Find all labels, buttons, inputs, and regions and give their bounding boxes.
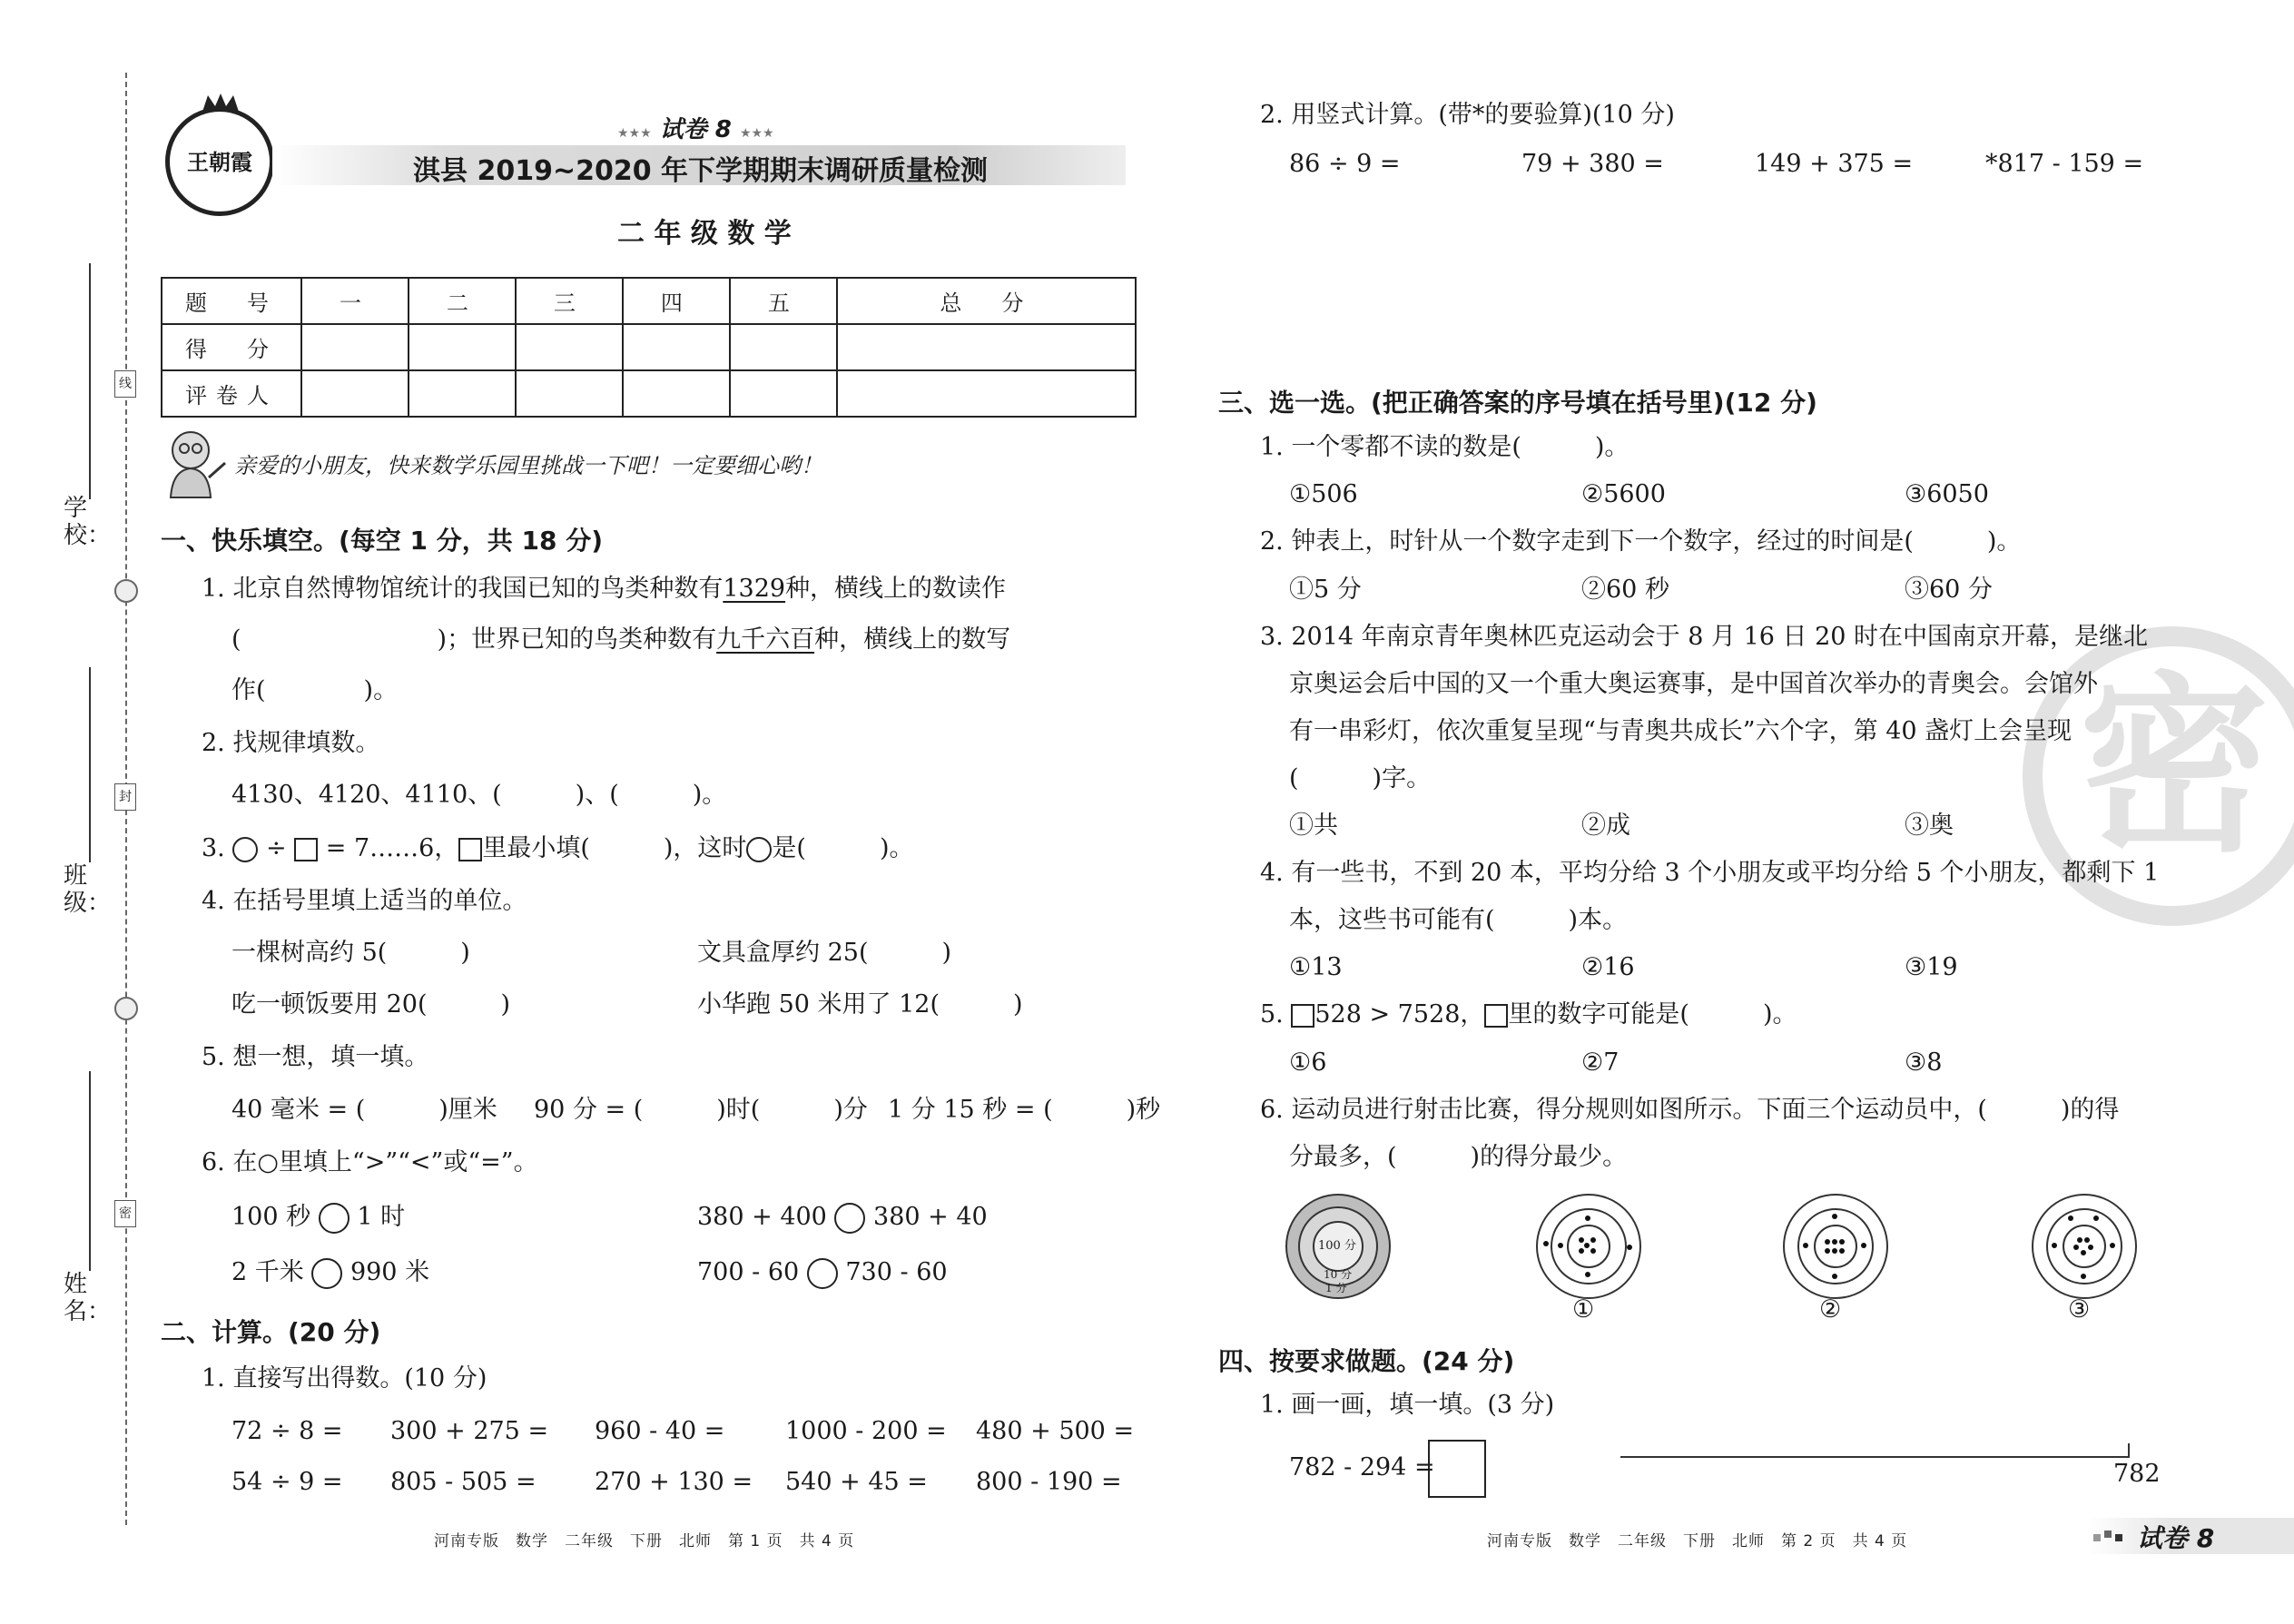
calc-item[interactable]: 960 - 40 = (595, 1417, 725, 1445)
choice-option[interactable]: ①5 分 (1289, 576, 1362, 604)
compare-left: 2 千米 (231, 1258, 304, 1286)
s3-q5[interactable] (1260, 999, 1797, 1030)
logo (165, 107, 274, 216)
calc-item[interactable]: 54 ÷ 9 = (231, 1468, 343, 1496)
footer-tag: 试卷 8 (2137, 1523, 2215, 1553)
compare-circle[interactable] (319, 1203, 350, 1234)
athlete-target-2 (1783, 1194, 1888, 1299)
choice-option[interactable]: ③60 分 (1905, 576, 1993, 604)
seal-mark-mi: 密 (114, 1200, 136, 1227)
s1-q5-item3[interactable]: 1 分 15 秒 = ( )秒 (888, 1096, 1161, 1124)
s1-q2-sequence[interactable]: 4130、4120、4110、( )、( )。 (231, 781, 727, 809)
seal-mark-xian: 线 (114, 370, 136, 398)
star-icon: ★★★ (617, 126, 652, 141)
table-header-cell: 二 (409, 278, 516, 324)
calc-item[interactable]: 540 + 45 = (785, 1468, 928, 1496)
seal-mark-feng: 封 (114, 783, 136, 811)
s1-q1-text-d: 种，横线上的数写 (814, 625, 1011, 654)
athlete-target-1 (1536, 1194, 1641, 1299)
footer-right: 河南专版 数学 二年级 下册 北师 第 2 页 共 4 页 (1487, 1532, 1908, 1550)
square-symbol-icon (1484, 1004, 1508, 1028)
athlete-label: ② (1819, 1295, 1842, 1324)
paper-tag-text: 试卷 8 (659, 116, 732, 143)
choice-option[interactable]: ①6 (1289, 1048, 1327, 1077)
compare-right: 380 + 40 (873, 1203, 988, 1231)
compare-right: 990 米 (350, 1258, 430, 1286)
section2-title: 二、计算。(20 分) (161, 1317, 381, 1347)
footer-left: 河南专版 数学 二年级 下册 北师 第 1 页 共 4 页 (434, 1532, 855, 1550)
s3-q3-line1: 3. 2014 年南京青年奥林匹克运动会于 8 月 16 日 20 时在中国南京开幕，是继北 (1260, 623, 2149, 651)
calc-item[interactable]: 270 + 130 = (595, 1468, 753, 1496)
s1-q1-line3[interactable]: 作( )。 (231, 676, 399, 704)
score-cell[interactable] (623, 324, 730, 370)
vertical-calc-item[interactable]: 149 + 375 = (1755, 150, 1914, 178)
s1-q1-words: 九千六百 (716, 625, 815, 654)
number-line (1620, 1456, 2129, 1458)
calc-item[interactable]: 805 - 505 = (390, 1468, 537, 1496)
vertical-calc-item[interactable]: 86 ÷ 9 = (1289, 150, 1401, 178)
logo-text: 王朝霞 (187, 149, 252, 175)
s1-q3-end: 是( )。 (772, 834, 914, 862)
grader-row (162, 370, 1136, 417)
score-cell[interactable] (516, 324, 623, 370)
section1-title: 一、快乐填空。(每空 1 分，共 18 分) (161, 526, 604, 556)
vertical-calc-item[interactable]: *817 - 159 = (1985, 150, 2144, 178)
table-header-cell: 四 (623, 278, 730, 324)
s3-q4-line1: 4. 有一些书，不到 20 本，平均分给 3 个小朋友或平均分给 5 个小朋友，都剩下 1 (1260, 859, 2160, 887)
grader-cell[interactable] (409, 370, 516, 417)
grader-cell[interactable] (730, 370, 837, 417)
athlete-target-3 (2032, 1194, 2137, 1299)
s1-q3-div: ÷ (265, 834, 287, 862)
footer-dots-icon (2093, 1529, 2130, 1547)
score-table (161, 277, 1137, 418)
compare-right: 1 时 (357, 1203, 406, 1231)
choice-option[interactable]: ③19 (1905, 953, 1958, 981)
grader-cell[interactable] (623, 370, 730, 417)
s1-q6-item4 (697, 1257, 948, 1289)
s1-q5-item2[interactable]: 90 分 = ( )时( )分 (534, 1096, 868, 1124)
compare-circle[interactable] (311, 1258, 342, 1289)
s1-q5: 5. 想一想，填一填。 (202, 1043, 429, 1071)
cartoon-teacher-icon (160, 427, 229, 503)
greeting-text: 亲爱的小朋友，快来数学乐园里挑战一下吧！一定要细心哟！ (234, 453, 822, 478)
binding-hole-icon (114, 997, 138, 1020)
binding-hole-icon (114, 579, 138, 603)
s3-q3-line3: 有一串彩灯，依次重复呈现“与青奥共成长”六个字，第 40 盏灯上会呈现 (1289, 717, 2072, 745)
choice-option[interactable]: ②16 (1581, 953, 1635, 981)
s2-q2: 2. 用竖式计算。(带*的要验算)(10 分) (1260, 101, 1675, 129)
s3-q3-line4[interactable]: ( )字。 (1289, 764, 1432, 792)
calc-item[interactable]: 800 - 190 = (976, 1468, 1122, 1496)
s1-q4: 4. 在括号里填上适当的单位。 (202, 887, 527, 915)
score-cell[interactable] (409, 324, 516, 370)
crown-icon (201, 92, 241, 117)
s1-q4-item2[interactable]: 文具盒厚约 25( ) (697, 939, 952, 967)
section4-title: 四、按要求做题。(24 分) (1218, 1346, 1515, 1376)
compare-left: 700 - 60 (697, 1258, 800, 1286)
s1-q1-text-b: 种，横线上的数读作 (785, 575, 1007, 603)
s3-q6-line2[interactable]: 分最多，( )的得分最少。 (1289, 1143, 1628, 1171)
s4-expression: 782 - 294 = (1289, 1453, 1435, 1481)
square-symbol-icon (294, 838, 318, 861)
score-cell[interactable] (301, 324, 409, 370)
s1-q3[interactable] (202, 833, 913, 864)
choice-option[interactable]: ②7 (1581, 1048, 1620, 1077)
paper-tag (617, 111, 774, 144)
choice-option[interactable]: ③6050 (1905, 480, 1989, 508)
choice-option[interactable]: ②60 秒 (1581, 576, 1669, 604)
page-title: 淇县 2019~2020 年下学期期末调研质量检测 (413, 155, 989, 187)
calc-item[interactable]: 72 ÷ 8 = (231, 1417, 343, 1445)
score-cell[interactable] (730, 324, 837, 370)
choice-option[interactable]: ③奥 (1905, 812, 1954, 840)
choice-option[interactable]: ③8 (1905, 1048, 1943, 1077)
choice-option[interactable]: ②成 (1581, 812, 1630, 840)
s1-q2: 2. 找规律填数。 (202, 729, 380, 757)
name-label: 姓名： (64, 1271, 112, 1325)
s1-q3-num: 3. (202, 834, 225, 862)
table-header-cell: 三 (516, 278, 623, 324)
s3-q5-ineq: 528 > 7528， (1314, 1000, 1485, 1029)
target-label-100: 100 分 (1318, 1239, 1356, 1253)
number-line-tick (2128, 1443, 2130, 1458)
calc-item[interactable]: 480 + 500 = (976, 1417, 1135, 1445)
s1-q1-line2 (231, 625, 1010, 655)
athlete-label: ① (1572, 1295, 1595, 1324)
s3-q6-line1[interactable]: 6. 运动员进行射击比赛，得分规则如图所示。下面三个运动员中，( )的得 (1260, 1096, 2120, 1124)
choice-option[interactable]: ①13 (1289, 953, 1343, 981)
s1-q3-mid: 里最小填( )，这时 (482, 834, 747, 862)
circle-symbol-icon (746, 837, 772, 862)
vertical-calc-item[interactable]: 79 + 380 = (1521, 150, 1664, 178)
answer-box[interactable] (1428, 1440, 1486, 1498)
score-cell[interactable] (837, 324, 1136, 370)
s1-q5-item1[interactable]: 40 毫米 = ( )厘米 (231, 1096, 497, 1124)
square-symbol-icon (1291, 1004, 1314, 1028)
subject-title: 二 年 级 数 学 (617, 218, 792, 250)
watermark-text: 密 (2079, 655, 2270, 878)
s3-q1[interactable]: 1. 一个零都不读的数是( )。 (1260, 433, 1629, 461)
athlete-label: ③ (2068, 1295, 2091, 1324)
square-symbol-icon (458, 838, 482, 861)
table-header-cell: 题 号 (162, 278, 301, 324)
s1-q4-item1[interactable]: 一棵树高约 5( ) (231, 939, 470, 967)
compare-left: 100 秒 (231, 1203, 311, 1231)
s3-q4-line2[interactable]: 本，这些书可能有( )本。 (1289, 906, 1628, 934)
s1-q1-text-c[interactable]: ( )；世界已知的鸟类种数有 (231, 625, 717, 654)
s1-q4-item4[interactable]: 小华跑 50 米用了 12( ) (697, 990, 1023, 1019)
score-row-label: 得 分 (162, 324, 301, 370)
s1-q1-number: 1329 (723, 575, 786, 603)
grader-cell[interactable] (837, 370, 1136, 417)
grader-row-label: 评卷人 (162, 370, 301, 417)
compare-right: 730 - 60 (845, 1258, 948, 1286)
choice-option[interactable]: ②5600 (1581, 480, 1666, 508)
s3-q5-rest: 里的数字可能是( )。 (1508, 1000, 1797, 1029)
school-label: 学校： (64, 495, 112, 549)
s3-q5-num: 5. (1260, 1000, 1284, 1029)
star-icon: ★★★ (739, 126, 774, 141)
calc-item[interactable]: 1000 - 200 = (785, 1417, 947, 1445)
compare-left: 380 + 400 (697, 1203, 827, 1231)
s1-q3-eq: = 7……6， (325, 834, 459, 862)
target-label-1: 1 分 (1325, 1282, 1347, 1294)
section3-title: 三、选一选。(把正确答案的序号填在括号里)(12 分) (1218, 388, 1817, 418)
table-header-cell: 总 分 (837, 278, 1136, 324)
grader-cell[interactable] (301, 370, 409, 417)
s3-q3-line2: 京奥运会后中国的又一个重大奥运赛事，是中国首次举办的青奥会。会馆外 (1289, 670, 2098, 698)
target-label-10: 10 分 (1324, 1268, 1353, 1281)
score-table-header-row (162, 278, 1136, 324)
s1-q4-item3[interactable]: 吃一顿饭要用 20( ) (231, 990, 511, 1019)
s1-q1-line1 (202, 574, 1006, 605)
s1-q6: 6. 在○里填上“>”“<”或“=”。 (202, 1148, 538, 1176)
circle-symbol-icon (232, 837, 258, 862)
s3-q2[interactable]: 2. 钟表上，时针从一个数字走到下一个数字，经过的时间是( )。 (1260, 527, 2022, 556)
target-legend (1285, 1194, 1391, 1299)
s1-q1-text-a: 1. 北京自然博物馆统计的我国已知的鸟类种数有 (202, 575, 724, 603)
s1-q6-item3 (231, 1257, 429, 1289)
number-line-label: 782 (2113, 1460, 2161, 1488)
compare-circle[interactable] (807, 1258, 838, 1289)
table-header-cell: 五 (730, 278, 837, 324)
s2-q1: 1. 直接写出得数。(10 分) (202, 1364, 487, 1393)
choice-option[interactable]: ①共 (1289, 812, 1338, 840)
s1-q6-item2 (697, 1202, 988, 1234)
grader-cell[interactable] (516, 370, 623, 417)
choice-option[interactable]: ①506 (1289, 480, 1358, 508)
s1-q6-item1 (231, 1202, 405, 1234)
score-row (162, 324, 1136, 370)
compare-circle[interactable] (834, 1203, 865, 1234)
class-label: 班级： (64, 862, 112, 917)
table-header-cell: 一 (301, 278, 409, 324)
s4-q1: 1. 画一画，填一填。(3 分) (1260, 1391, 1555, 1419)
calc-item[interactable]: 300 + 275 = (390, 1417, 549, 1445)
